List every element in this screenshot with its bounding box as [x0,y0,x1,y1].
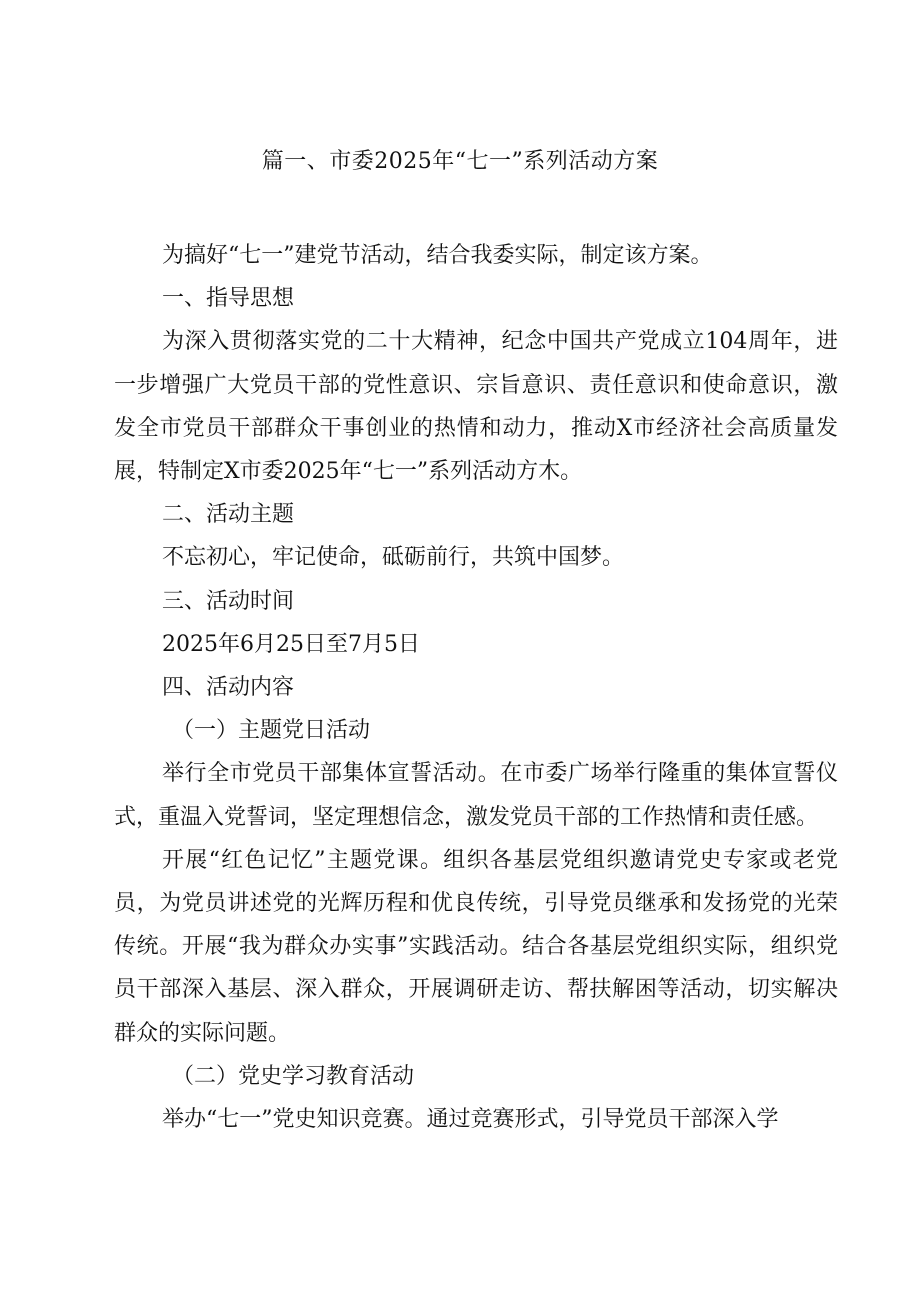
section-heading-theme: 二、活动主题 [162,502,295,528]
section-heading-guiding-thought: 一、指导思想 [162,286,295,312]
document-body [114,234,838,1141]
theme-paragraph: 不忘初心，牢记使命，砥砺前行，共筑中国梦。 [162,545,625,571]
subsection-heading-history-study: （二）党史学习教育活动 [172,1063,415,1089]
history-study-paragraph: 举办“七一”党史知识竞赛。通过竞赛形式，引导党员干部深入学 [162,1107,779,1133]
section-heading-content: 四、活动内容 [162,675,295,701]
document-title: 篇一、市委2025年“七一”系列活动方案 [261,149,659,174]
intro-paragraph: 为搞好“七一”建党节活动，结合我委实际，制定该方案。 [162,243,713,268]
guiding-thought-paragraph: 为深入贯彻落实党的二十大精神，纪念中国共产党成立104周年，进一步增强广大党员干部的党性意识、宗旨意识、责任意识和使命意识，激发全市党员干部群众干事创业的热情和动力，推动X市经济社会高质量发展，特制定X市委2025年“七一”系列活动方木。 [114,329,838,485]
subsection-heading-party-day: （一）主题党日活动 [172,718,371,744]
party-day-paragraph-2: 开展“红色记忆”主题党课。组织各基层党组织邀请党史专家或老党员，为党员讲述党的光辉历程和优良传统，引导党员继承和发扬党的光荣传统。开展“我为群众办实事”实践活动。结合各基层党组织实际，组织党员干部深入基层、深入群众，开展调研走访、帮扶解困等活动，切实解决群众的实际问题。 [114,847,838,1046]
time-paragraph: 2025年6月25日至7月5日 [162,631,420,657]
section-heading-time: 三、活动时间 [162,588,295,614]
party-day-paragraph-1: 举行全市党员干部集体宣誓活动。在市委广场举行隆重的集体宣誓仪式，重温入党誓词，坚定理想信念，激发党员干部的工作热情和责任感。 [114,761,838,830]
